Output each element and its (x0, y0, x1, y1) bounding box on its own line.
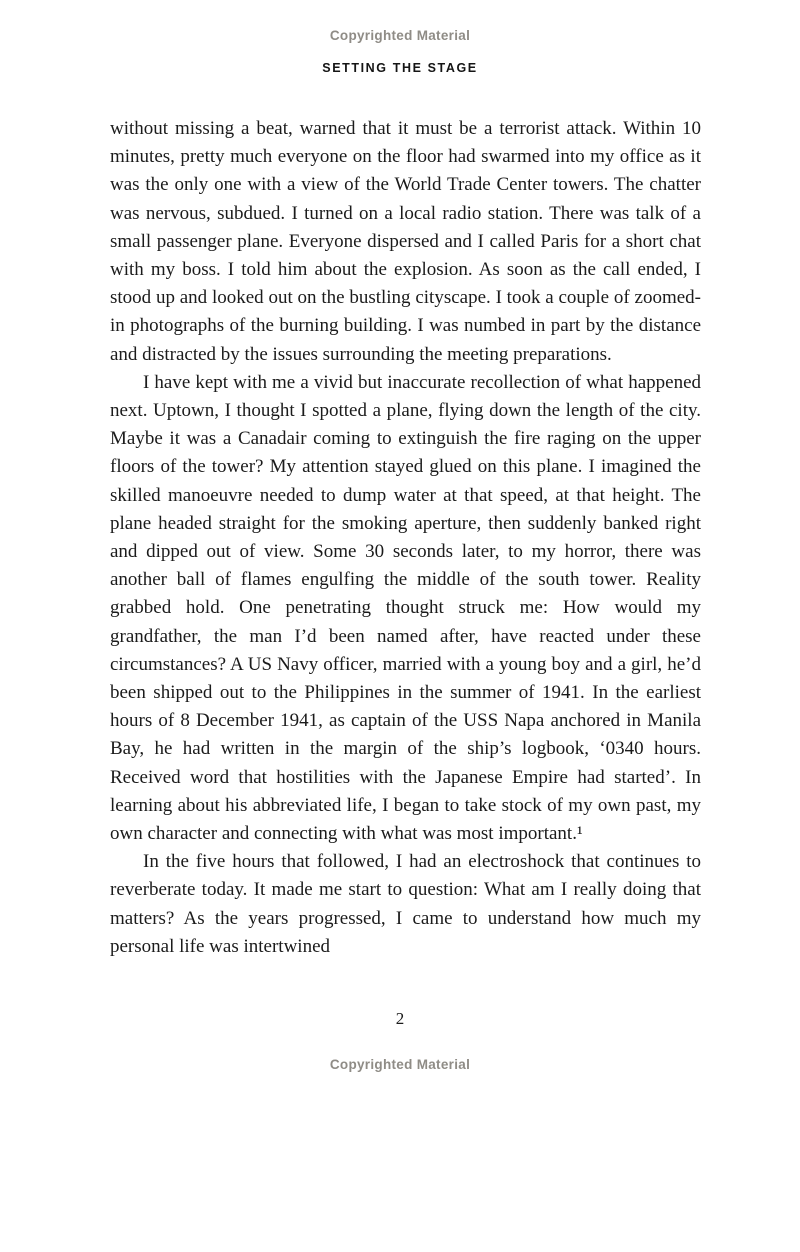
running-head: SETTING THE STAGE (322, 61, 478, 75)
copyright-notice-top: Copyrighted Material (329, 28, 471, 43)
body-paragraph: In the five hours that followed, I had an electroshock that continues to reverberate today. It made me start to question: What am I really doing that matters? As the years progressed, I came to understand how much my personal life was intertwined (110, 851, 701, 957)
page-body (110, 115, 701, 961)
copyright-notice-bottom: Copyrighted Material (329, 1057, 471, 1073)
body-paragraph: I have kept with me a vivid but inaccurate recollection of what happened next. Uptown, I thought I spotted a plane, flying down the length of the city. Maybe it was a Canadair coming to extinguish the fire raging on the upper floors of the tower? My attention stayed glued on this plane. I imagined the skilled manoeuvre needed to dump water at that speed, at that height. The plane headed straight for the smoking aperture, then suddenly banked right and dipped out of view. Some 30 seconds later, to my horror, there was another ball of flames engulfing the middle of the south tower. Reality grabbed hold. One penetrating thought struck me: How would my grandfather, the man I’d been named after, have reacted under these circumstances? A US Navy officer, married with a young boy and a girl, he’d been shipped out to the Philippines in the summer of 1941. In the earliest hours of 8 December 1941, as captain of the USS Napa anchored in Manila Bay, he had written in the margin of the ship’s logbook, ‘0340 hours. Received word that hostilities with the Japanese Empire had started’. In learning about his abbreviated life, I began to take stock of my own past, my own character and connecting with what was most important.¹ (110, 371, 701, 845)
body-paragraph: without missing a beat, warned that it must be a terrorist attack. Within 10 minutes, pretty much everyone on the floor had swarmed into my office as it was the only one with a view of the World Trade Center towers. The chatter was nervous, subdued. I turned on a local radio station. There was talk of a small passenger plane. Everyone dispersed and I called Paris for a short chat with my boss. I told him about the explosion. As soon as the call ended, I stood up and looked out on the bustling cityscape. I took a couple of zoomed-in photographs of the burning building. I was numbed in part by the distance and distracted by the issues surrounding the meeting preparations. (110, 118, 701, 365)
page-number: 2 (395, 1009, 405, 1029)
